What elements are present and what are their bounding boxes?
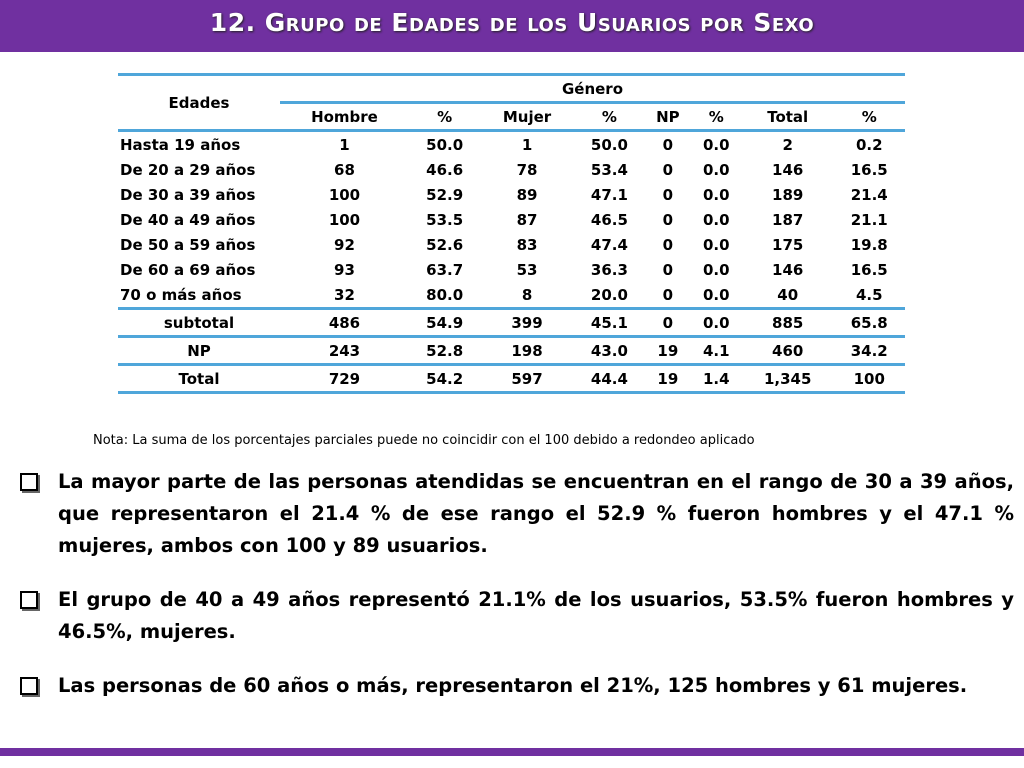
table-cell: 65.8: [850, 313, 888, 332]
table-cell: 36.3: [590, 260, 628, 279]
col-header: %: [437, 107, 453, 126]
checkbox-bullet-icon: [20, 591, 38, 609]
table-cell: 885: [772, 313, 804, 332]
row-label: Total: [178, 369, 220, 388]
table-cell: 50.0: [426, 135, 464, 154]
table-cell: 100: [328, 210, 361, 229]
table-cell: 20.0: [590, 285, 628, 304]
table-cell: 52.8: [426, 341, 464, 360]
table-cell: 146: [772, 160, 804, 179]
table-cell: 0: [662, 160, 674, 179]
row-label: De 30 a 39 años: [120, 185, 256, 204]
table-cell: 92: [334, 235, 355, 254]
col-header: Mujer: [502, 107, 552, 126]
table-row: [118, 131, 905, 158]
table-cell: 83: [516, 235, 538, 254]
table-cell: 40: [777, 285, 799, 304]
row-label: NP: [187, 341, 211, 360]
summary-row: [118, 365, 905, 393]
row-label: De 20 a 29 años: [120, 160, 256, 179]
table-cell: 46.6: [426, 160, 464, 179]
table-cell: 47.1: [590, 185, 628, 204]
table-row: [118, 157, 905, 182]
table-cell: 52.9: [426, 185, 464, 204]
bullet-item: [18, 466, 1014, 562]
table-cell: 0: [662, 210, 674, 229]
age-header: Edades: [118, 75, 280, 131]
bullet-text: Las personas de 60 años o más, representaron el 21%, 125 hombres y 61 mujeres.: [58, 674, 968, 697]
table-cell: 78: [516, 160, 538, 179]
table-cell: 87: [516, 210, 538, 229]
table-cell: 100: [328, 185, 361, 204]
table-cell: 0.0: [702, 260, 730, 279]
table-cell: 53.5: [426, 210, 464, 229]
table-cell: 80.0: [426, 285, 464, 304]
table-cell: 45.1: [590, 313, 628, 332]
bullet-item: [18, 584, 1014, 648]
table-row: [118, 182, 905, 207]
table-cell: 0: [662, 235, 674, 254]
table-row: [118, 207, 905, 232]
table-cell: 1: [339, 135, 350, 154]
table-cell: 243: [328, 341, 361, 360]
table-cell: 597: [511, 369, 543, 388]
table-cell: 0: [662, 185, 674, 204]
table-cell: 100: [853, 369, 885, 388]
row-label: subtotal: [163, 313, 235, 332]
col-header: NP: [656, 107, 680, 126]
row-label: De 50 a 59 años: [120, 235, 256, 254]
age-gender-table: [118, 73, 905, 394]
table-cell: 1.4: [702, 369, 730, 388]
slide-title: 12. Grupo de Edades de los Usuarios por Sexo: [209, 8, 815, 37]
bullet-item: [18, 670, 1014, 702]
table-cell: 175: [772, 235, 804, 254]
table-cell: 89: [516, 185, 538, 204]
table-cell: 68: [334, 160, 355, 179]
table-cell: 0: [662, 135, 674, 154]
table-note: Nota: La suma de los porcentajes parciales puede no coincidir con el 100 debido a redondeo aplicado: [93, 433, 755, 448]
bullet-text: La mayor parte de las personas atendidas se encuentran en el rango de 30 a 39 años, que representaron el 21.4 % de ese rango el 52.9 % fueron hombres y el 47.1 % mujeres, ambos con 100 y 89 usuarios.: [58, 470, 1014, 557]
table-cell: 0: [662, 313, 674, 332]
col-header: Hombre: [311, 107, 378, 126]
row-label: De 60 a 69 años: [120, 260, 256, 279]
table-cell: 19: [657, 341, 679, 360]
table-cell: 34.2: [850, 341, 888, 360]
table-cell: 0.0: [702, 160, 730, 179]
table-cell: 729: [328, 369, 361, 388]
checkbox-bullet-icon: [20, 677, 38, 695]
table-row: [118, 282, 905, 309]
table-cell: 189: [772, 185, 804, 204]
row-label: De 40 a 49 años: [120, 210, 256, 229]
table-cell: 0.0: [702, 313, 730, 332]
table-cell: 16.5: [850, 260, 888, 279]
row-label: Hasta 19 años: [120, 135, 241, 154]
bullet-text: El grupo de 40 a 49 años representó 21.1% de los usuarios, 53.5% fueron hombres y 46.5%, mujeres.: [58, 588, 1014, 643]
table-cell: 8: [521, 285, 533, 304]
table-cell: 4.5: [855, 285, 883, 304]
col-header: %: [708, 107, 724, 126]
table-cell: 32: [334, 285, 355, 304]
table-cell: 52.6: [426, 235, 464, 254]
table-cell: 2: [782, 135, 793, 154]
summary-row: [118, 309, 905, 337]
table-cell: 16.5: [850, 160, 888, 179]
table-cell: 0.0: [702, 235, 730, 254]
table-cell: 460: [772, 341, 804, 360]
table-cell: 21.1: [850, 210, 888, 229]
table-cell: 399: [511, 313, 543, 332]
table-cell: 486: [328, 313, 361, 332]
table-cell: 0.2: [855, 135, 883, 154]
table-cell: 198: [511, 341, 543, 360]
table-cell: 0.0: [702, 185, 730, 204]
row-label: 70 o más años: [120, 285, 242, 304]
table-cell: 53: [516, 260, 538, 279]
table-cell: 4.1: [702, 341, 730, 360]
col-header: %: [861, 107, 877, 126]
gender-group-header: Género: [280, 75, 905, 103]
table-cell: 44.4: [590, 369, 628, 388]
table-cell: 54.9: [426, 313, 464, 332]
bullet-list: [18, 466, 1014, 724]
table-cell: 19.8: [850, 235, 888, 254]
table-cell: 46.5: [590, 210, 628, 229]
table-cell: 0: [662, 285, 674, 304]
summary-row: [118, 337, 905, 365]
table-cell: 21.4: [850, 185, 888, 204]
table-cell: 1,345: [763, 369, 812, 388]
table-cell: 53.4: [590, 160, 628, 179]
table-cell: 0.0: [702, 210, 730, 229]
table-cell: 63.7: [426, 260, 464, 279]
table-row: [118, 232, 905, 257]
table-cell: 0.0: [702, 135, 730, 154]
col-header: %: [601, 107, 617, 126]
table-cell: 47.4: [590, 235, 628, 254]
bottom-bar: [0, 748, 1024, 756]
col-header: Total: [767, 107, 809, 126]
table-cell: 0.0: [702, 285, 730, 304]
table-cell: 146: [772, 260, 804, 279]
table-cell: 54.2: [426, 369, 464, 388]
table-cell: 50.0: [590, 135, 628, 154]
table-cell: 0: [662, 260, 674, 279]
checkbox-bullet-icon: [20, 473, 38, 491]
table-cell: 93: [334, 260, 355, 279]
table-row: [118, 257, 905, 282]
table-cell: 1: [521, 135, 533, 154]
table-cell: 19: [657, 369, 679, 388]
table-cell: 187: [772, 210, 804, 229]
table-cell: 43.0: [590, 341, 628, 360]
